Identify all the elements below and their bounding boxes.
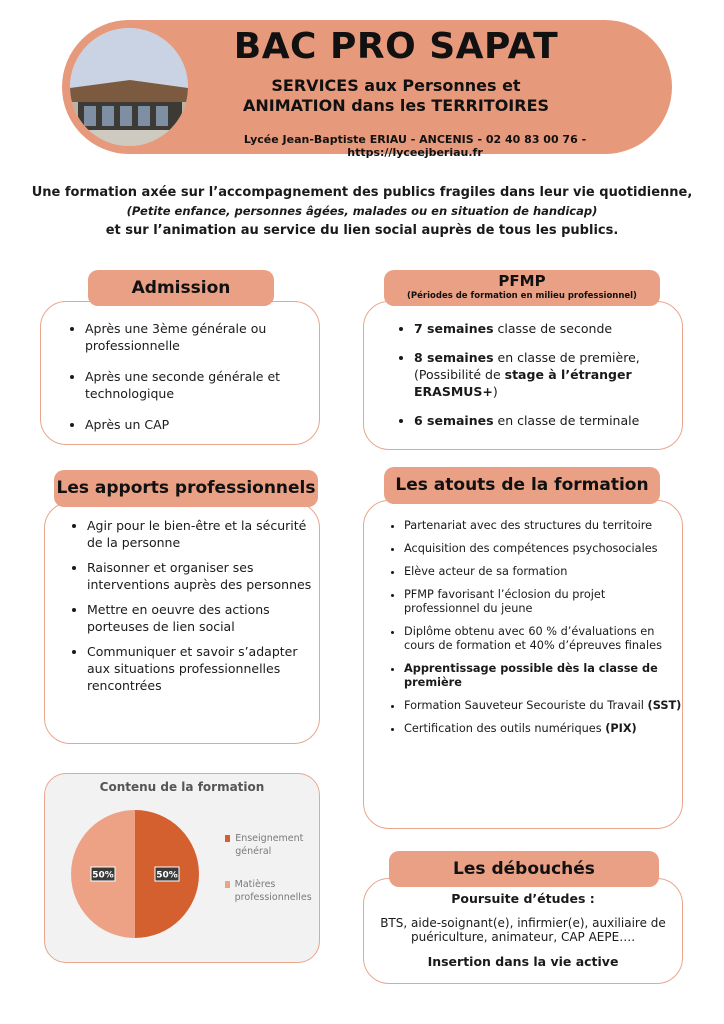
chart-title: Contenu de la formation [99, 780, 265, 794]
apports-card [44, 502, 320, 744]
pfmp-item [414, 349, 676, 400]
pfmp-card [363, 301, 683, 450]
atouts-item [404, 699, 682, 713]
pfmp-title: PFMP [498, 272, 546, 290]
admission-item: • Après une 3ème générale ou professionnelle [85, 320, 313, 354]
atouts-item-8-bold: (PIX) [605, 722, 637, 735]
pfmp-item-1-bold: 7 semaines [414, 321, 494, 336]
pfmp-item-2-paren: (Possibilité de [414, 367, 505, 382]
apports-item: • Agir pour le bien-être et la sécurité de la personne [87, 517, 313, 551]
legend-swatch [225, 881, 230, 888]
legend-swatch [225, 835, 230, 842]
atouts-item: • Diplôme obtenu avec 60 % d’évaluations en cours de formation et 40% d’épreuves finales [404, 625, 682, 653]
page-title: BAC PRO SAPAT [233, 26, 559, 67]
admission-item: • Après une seconde générale et technologique [85, 368, 313, 402]
apports-title: Les apports professionnels [54, 470, 318, 507]
page-subtitle [196, 76, 596, 116]
pfmp-item [414, 412, 676, 429]
pfmp-item-2-bold2: stage à l’étranger ERASMUS+ [414, 367, 632, 399]
legend-entry [225, 878, 315, 904]
atouts-item [404, 722, 682, 736]
atouts-item: • Apprentissage possible dès la classe de première [404, 662, 682, 690]
pfmp-item-2-text: en classe de première, [493, 350, 640, 365]
school-photo [70, 28, 188, 146]
admission-item: • Après un CAP [85, 416, 313, 433]
atouts-item-7-bold: (SST) [647, 699, 682, 712]
debouches-title: Les débouchés [389, 851, 659, 887]
debouches-poursuite: Poursuite d’études : [451, 891, 595, 906]
legend-entry [225, 832, 315, 858]
intro-line-2: (Petite enfance, personnes âgées, malades ou en situation de handicap) [126, 204, 598, 218]
pfmp-item-2-bold: 8 semaines [414, 350, 494, 365]
pie-data-label [155, 867, 179, 881]
intro-line-1: Une formation axée sur l’accompagnement des publics fragiles dans leur vie quotidienne, [31, 185, 693, 200]
atouts-item: • Acquisition des compétences psychosociales [404, 542, 682, 556]
svg-text:50%: 50% [156, 870, 178, 881]
apports-item: • Raisonner et organiser ses interventions auprès des personnes [87, 559, 313, 593]
pfmp-item-2-close: ) [492, 384, 498, 399]
pfmp-item-3-text: en classe de terminale [493, 413, 640, 428]
pie-chart [55, 804, 225, 944]
school-contact: Lycée Jean-Baptiste ERIAU - ANCENIS - 02 40 83 00 76 - https://lyceejberiau.fr [243, 133, 587, 159]
apports-item: • Mettre en oeuvre des actions porteuses de lien social [87, 601, 313, 635]
atouts-item: • Elève acteur de sa formation [404, 565, 682, 579]
debouches-card [363, 878, 683, 984]
pie-data-label [91, 867, 115, 881]
intro-line-3: et sur l’animation au service du lien social auprès de tous les publics. [105, 223, 619, 238]
pfmp-subtitle: (Périodes de formation en milieu professionnel) [407, 291, 637, 301]
apports-item: • Communiquer et savoir s’adapter aux situations professionnelles rencontrées [87, 643, 313, 694]
admission-title: Admission [88, 270, 274, 306]
atouts-item: • PFMP favorisant l’éclosion du projet professionnel du jeune [404, 588, 682, 616]
atouts-card [363, 500, 683, 829]
atouts-item: • Partenariat avec des structures du territoire [404, 519, 682, 533]
atouts-title: Les atouts de la formation [384, 467, 660, 504]
pfmp-item-3-bold: 6 semaines [414, 413, 494, 428]
legend-label: Enseignement général [235, 833, 304, 857]
legend-label: Matières professionnelles [234, 879, 312, 903]
debouches-list: BTS, aide-soignant(e), infirmier(e), auxiliaire de puériculture, animateur, CAP AEPE…. [380, 916, 666, 944]
chart-card [44, 773, 320, 963]
atouts-item-8-text: Certification des outils numériques [404, 722, 606, 735]
atouts-item-7-text: Formation Sauveteur Secouriste du Travail [404, 699, 648, 712]
debouches-insertion: Insertion dans la vie active [427, 954, 619, 969]
chart-legend [225, 832, 315, 904]
subtitle-line-1: SERVICES aux Personnes et [271, 76, 521, 95]
svg-text:50%: 50% [92, 870, 114, 881]
subtitle-line-2: ANIMATION dans les TERRITOIRES [242, 96, 550, 115]
pfmp-item-1-text: classe de seconde [493, 321, 613, 336]
pfmp-item [414, 320, 676, 337]
pfmp-title-pill [384, 270, 660, 306]
admission-card [40, 301, 320, 445]
